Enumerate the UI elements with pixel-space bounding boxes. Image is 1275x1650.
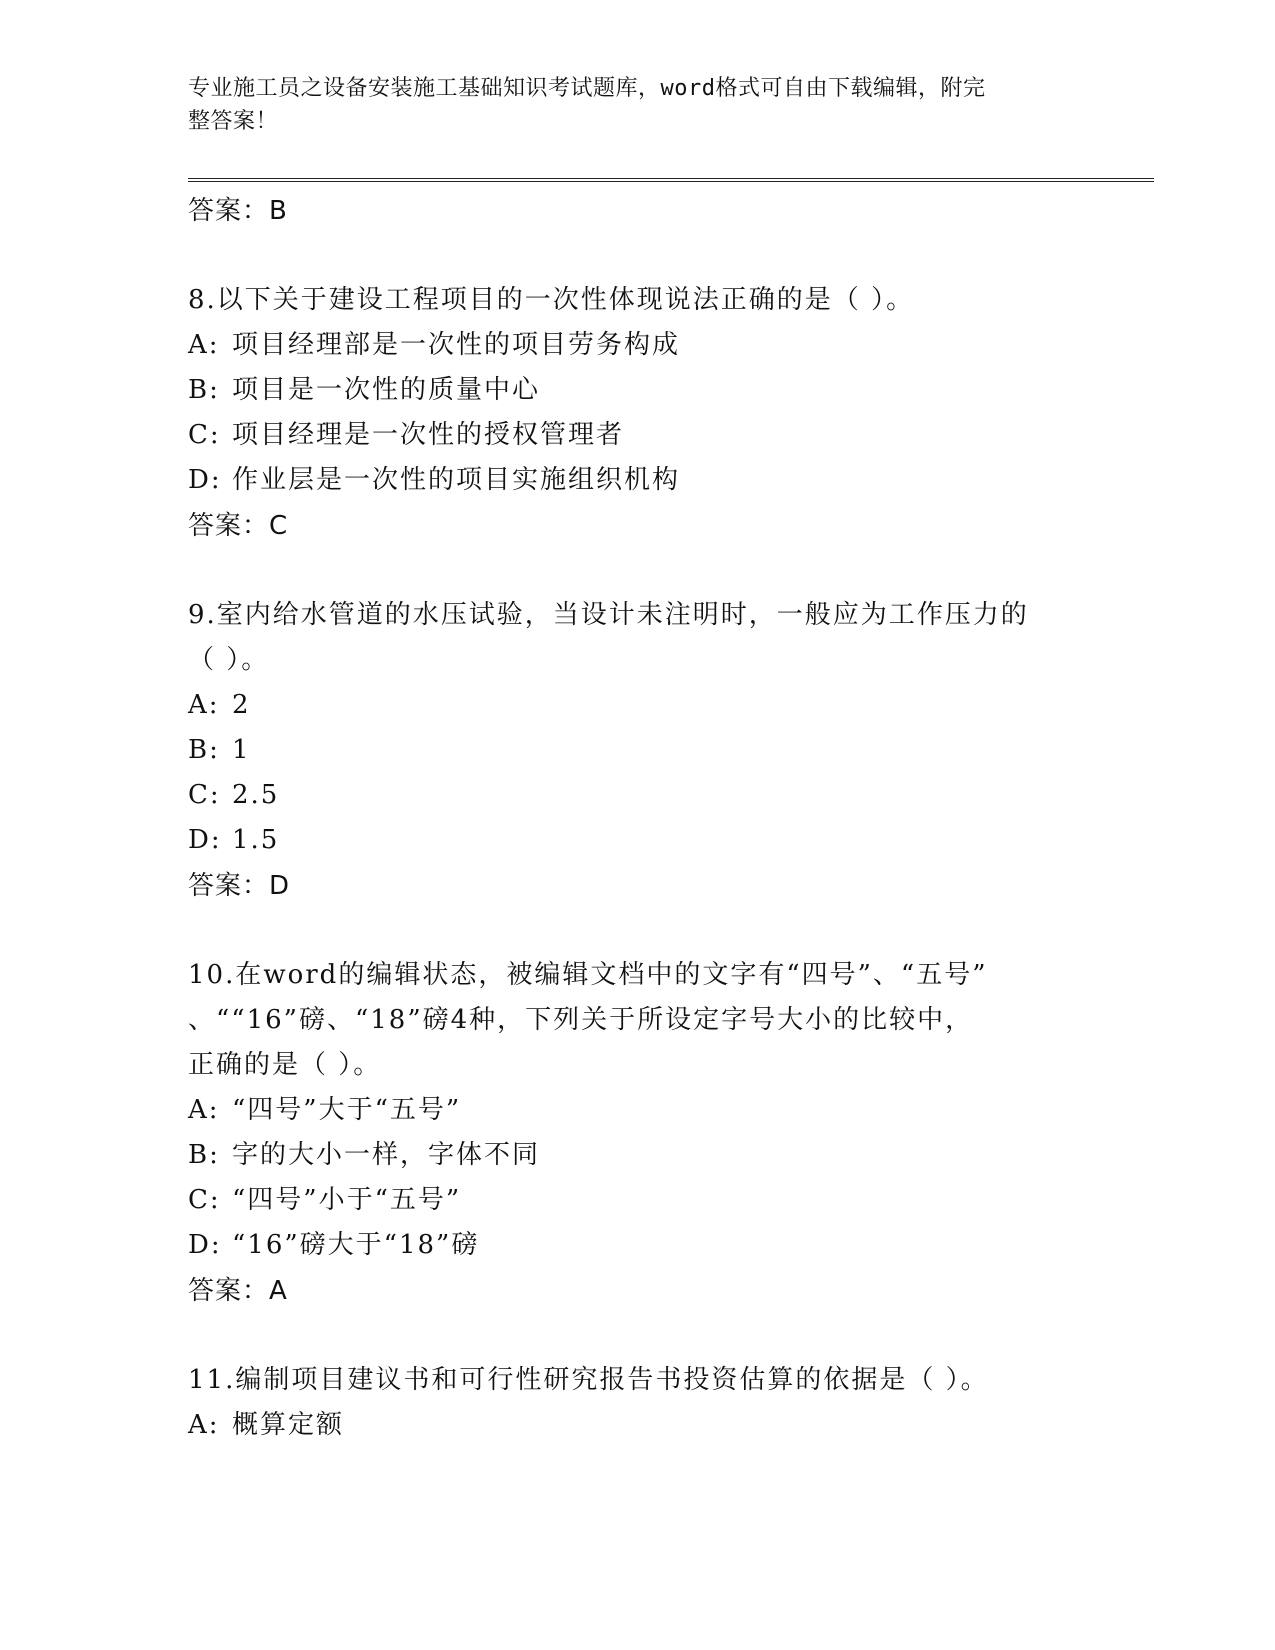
option-text: 项目是一次性的质量中心 <box>232 375 541 405</box>
question-11-text: 11.编制项目建议书和可行性研究报告书投资估算的依据是（ ）。 <box>188 1365 989 1395</box>
question-list <box>188 188 1088 1448</box>
question-8-option-d <box>188 458 1088 503</box>
option-text: “四号”大于“五号” <box>232 1095 462 1125</box>
question-10-option-d <box>188 1223 1088 1268</box>
option-label: D: <box>188 465 222 495</box>
option-text: “四号”小于“五号” <box>232 1185 462 1215</box>
question-9-option-b <box>188 728 1088 773</box>
document-header <box>188 72 1068 138</box>
header-title-line-2: 整答案！ <box>188 109 279 134</box>
question-10-option-b <box>188 1133 1088 1178</box>
question-8-option-c <box>188 413 1088 458</box>
question-9 <box>188 593 1088 909</box>
option-text: 项目经理是一次性的授权管理者 <box>232 420 625 450</box>
option-label: B: <box>188 1140 220 1170</box>
option-label: A: <box>188 330 220 360</box>
option-text: 1 <box>232 735 251 765</box>
question-10-text-line-1: 10.在word的编辑状态，被编辑文档中的文字有“四号”、“五号” <box>188 960 988 990</box>
answer-previous: 答案：B <box>188 196 288 226</box>
question-10-text-line-3: 正确的是（ ）。 <box>188 1050 382 1080</box>
question-10 <box>188 953 1088 1314</box>
question-9-text-line-2: （ ）。 <box>188 645 270 675</box>
option-text: 作业层是一次性的项目实施组织机构 <box>232 465 681 495</box>
option-text: 项目经理部是一次性的项目劳务构成 <box>232 330 681 360</box>
option-label: B: <box>188 735 220 765</box>
question-9-option-d <box>188 818 1088 863</box>
option-label: A: <box>188 690 220 720</box>
question-8-answer: 答案：C <box>188 511 289 541</box>
option-label: A: <box>188 1095 220 1125</box>
option-text: 1.5 <box>232 825 280 855</box>
question-8-option-b <box>188 368 1088 413</box>
question-10-text-line-2: 、““16”磅、“18”磅4种，下列关于所设定字号大小的比较中， <box>188 1005 974 1035</box>
option-text: 2.5 <box>232 780 280 810</box>
option-label: A: <box>188 1410 220 1440</box>
option-text: 2 <box>232 690 251 720</box>
spacer <box>188 1314 1088 1358</box>
question-10-option-a <box>188 1088 1088 1133</box>
option-label: C: <box>188 1185 221 1215</box>
option-label: C: <box>188 420 221 450</box>
option-label: B: <box>188 375 220 405</box>
question-11-option-a <box>188 1403 1088 1448</box>
question-9-text-line-1: 9.室内给水管道的水压试验，当设计未注明时，一般应为工作压力的 <box>188 600 1029 630</box>
question-9-option-a <box>188 683 1088 728</box>
header-title-line-1: 专业施工员之设备安装施工基础知识考试题库，word格式可自由下载编辑，附完 <box>188 76 986 101</box>
option-label: D: <box>188 825 222 855</box>
question-11 <box>188 1358 1088 1448</box>
option-label: D: <box>188 1230 222 1260</box>
option-text: “16”磅大于“18”磅 <box>232 1230 480 1260</box>
question-9-answer: 答案：D <box>188 871 291 901</box>
question-10-answer: 答案：A <box>188 1276 288 1306</box>
question-8 <box>188 278 1088 549</box>
question-8-option-a <box>188 323 1088 368</box>
spacer <box>188 234 1088 278</box>
option-text: 字的大小一样，字体不同 <box>232 1140 541 1170</box>
question-10-option-c <box>188 1178 1088 1223</box>
option-label: C: <box>188 780 221 810</box>
spacer <box>188 549 1088 593</box>
header-divider <box>188 178 1154 182</box>
option-text: 概算定额 <box>232 1410 345 1440</box>
spacer <box>188 909 1088 953</box>
question-9-option-c <box>188 773 1088 818</box>
question-8-text: 8.以下关于建设工程项目的一次性体现说法正确的是（ ）。 <box>188 285 915 315</box>
